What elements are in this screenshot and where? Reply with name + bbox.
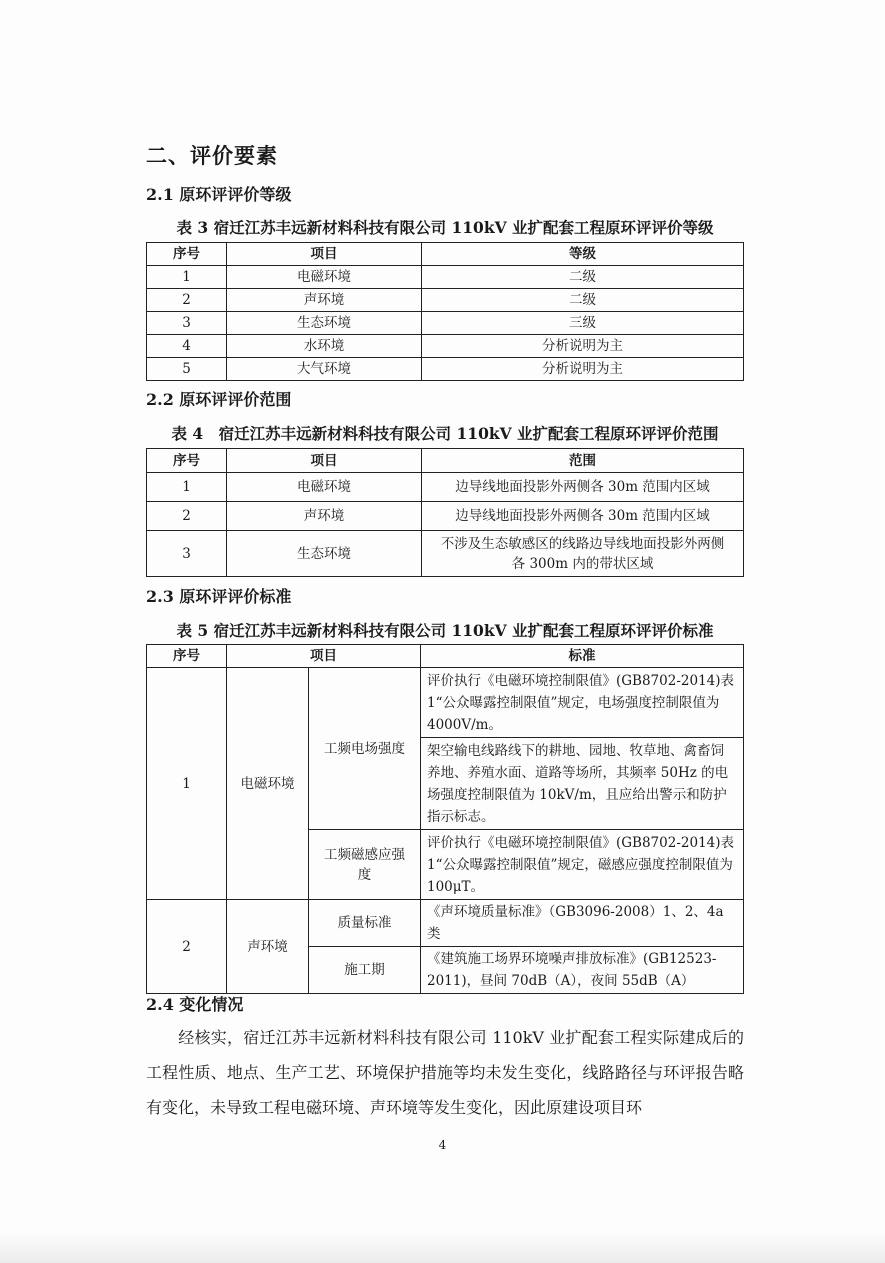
cell: 二级 bbox=[422, 289, 744, 312]
cell: 声环境 bbox=[227, 289, 422, 312]
cell: 声环境 bbox=[227, 502, 422, 531]
cell: 评价执行《电磁环境控制限值》(GB8702-2014)表 1“公众曝露控制限值”规定，磁感应强度控制限值为 100μT。 bbox=[421, 830, 744, 900]
cell: 《建筑施工场界环境噪声排放标准》(GB12523-2011)，昼间 70dB（A），夜间 55dB（A） bbox=[421, 947, 744, 994]
cell: 质量标准 bbox=[309, 900, 421, 947]
table4-caption: 表 4 宿迁江苏丰远新材料科技有限公司 110kV 业扩配套工程原环评评价范围 bbox=[171, 424, 719, 443]
cell: 3 bbox=[147, 312, 227, 335]
cell: 大气环境 bbox=[227, 358, 422, 381]
body-paragraph bbox=[146, 1020, 744, 1125]
cell: 3 bbox=[147, 531, 227, 577]
cell: 工频电场强度 bbox=[309, 668, 421, 830]
cell: 架空输电线路线下的耕地、园地、牧草地、禽畜饲养地、养殖水面、道路等场所，其频率 50Hz 的电场强度控制限值为 10kV/m，且应给出警示和防护指示标志。 bbox=[421, 738, 744, 830]
table-row bbox=[147, 473, 744, 502]
cell: 1 bbox=[147, 668, 227, 900]
col-header: 范围 bbox=[422, 449, 744, 473]
col-header: 项目 bbox=[227, 449, 422, 473]
paragraph-text: 经核实，宿迁江苏丰远新材料科技有限公司 110kV 业扩配套工程实际建成后的工程性质、地点、生产工艺、环境保护措施等均未发生变化，线路路径与环评报告略有变化，未导致工程电磁环境、声环境等发生变化，因此原建设项目环 bbox=[146, 1028, 744, 1117]
cell: 1 bbox=[147, 473, 227, 502]
heading-2-3: 2.3 原环评评价标准 bbox=[146, 587, 292, 606]
heading-2-4: 2.4 变化情况 bbox=[146, 995, 244, 1014]
cell: 分析说明为主 bbox=[422, 358, 744, 381]
col-header: 项目 bbox=[227, 645, 421, 668]
cell: 施工期 bbox=[309, 947, 421, 994]
cell: 《声环境质量标准》（GB3096-2008）1、2、4a 类 bbox=[421, 900, 744, 947]
cell: 生态环境 bbox=[227, 312, 422, 335]
table-header-row bbox=[147, 243, 744, 266]
heading-2-1: 2.1 原环评评价等级 bbox=[146, 185, 292, 204]
table5-caption: 表 5 宿迁江苏丰远新材料科技有限公司 110kV 业扩配套工程原环评评价标准 bbox=[176, 621, 714, 640]
col-header: 等级 bbox=[422, 243, 744, 266]
table3-caption: 表 3 宿迁江苏丰远新材料科技有限公司 110kV 业扩配套工程原环评评价等级 bbox=[176, 218, 714, 237]
table-header-row bbox=[147, 449, 744, 473]
cell: 2 bbox=[147, 502, 227, 531]
table-row bbox=[147, 335, 744, 358]
cell: 三级 bbox=[422, 312, 744, 335]
cell: 边导线地面投影外两侧各 30m 范围内区域 bbox=[422, 473, 744, 502]
table-row bbox=[147, 531, 744, 577]
col-header: 项目 bbox=[227, 243, 422, 266]
cell: 2 bbox=[147, 289, 227, 312]
cell: 工频磁感应强度 bbox=[309, 830, 421, 900]
cell: 电磁环境 bbox=[227, 668, 309, 900]
cell: 水环境 bbox=[227, 335, 422, 358]
cell: 声环境 bbox=[227, 900, 309, 994]
cell: 4 bbox=[147, 335, 227, 358]
section-title: 二、评价要素 bbox=[146, 143, 278, 168]
table5-standard bbox=[146, 644, 744, 994]
cell: 5 bbox=[147, 358, 227, 381]
cell: 电磁环境 bbox=[227, 266, 422, 289]
table-row bbox=[147, 266, 744, 289]
cell: 边导线地面投影外两侧各 30m 范围内区域 bbox=[422, 502, 744, 531]
heading-2-2: 2.2 原环评评价范围 bbox=[146, 390, 292, 409]
cell: 电磁环境 bbox=[227, 473, 422, 502]
cell: 2 bbox=[147, 900, 227, 994]
page-number: 4 bbox=[438, 1138, 447, 1152]
col-header: 序号 bbox=[147, 645, 227, 668]
col-header: 序号 bbox=[147, 243, 227, 266]
cell: 评价执行《电磁环境控制限值》(GB8702-2014)表 1“公众曝露控制限值”规定，电场强度控制限值为 4000V/m。 bbox=[421, 668, 744, 738]
cell: 二级 bbox=[422, 266, 744, 289]
col-header: 序号 bbox=[147, 449, 227, 473]
cell: 生态环境 bbox=[227, 531, 422, 577]
table-row bbox=[147, 668, 744, 738]
table-row bbox=[147, 358, 744, 381]
table-header-row bbox=[147, 645, 744, 668]
table-row bbox=[147, 900, 744, 947]
scan-shadow bbox=[0, 1232, 885, 1263]
cell: 1 bbox=[147, 266, 227, 289]
table4-range bbox=[146, 448, 744, 577]
col-header: 标准 bbox=[421, 645, 744, 668]
cell: 分析说明为主 bbox=[422, 335, 744, 358]
table-row bbox=[147, 289, 744, 312]
table-row bbox=[147, 502, 744, 531]
cell: 不涉及生态敏感区的线路边导线地面投影外两侧各 300m 内的带状区域 bbox=[422, 531, 744, 577]
table-row bbox=[147, 312, 744, 335]
table3-grade bbox=[146, 242, 744, 381]
